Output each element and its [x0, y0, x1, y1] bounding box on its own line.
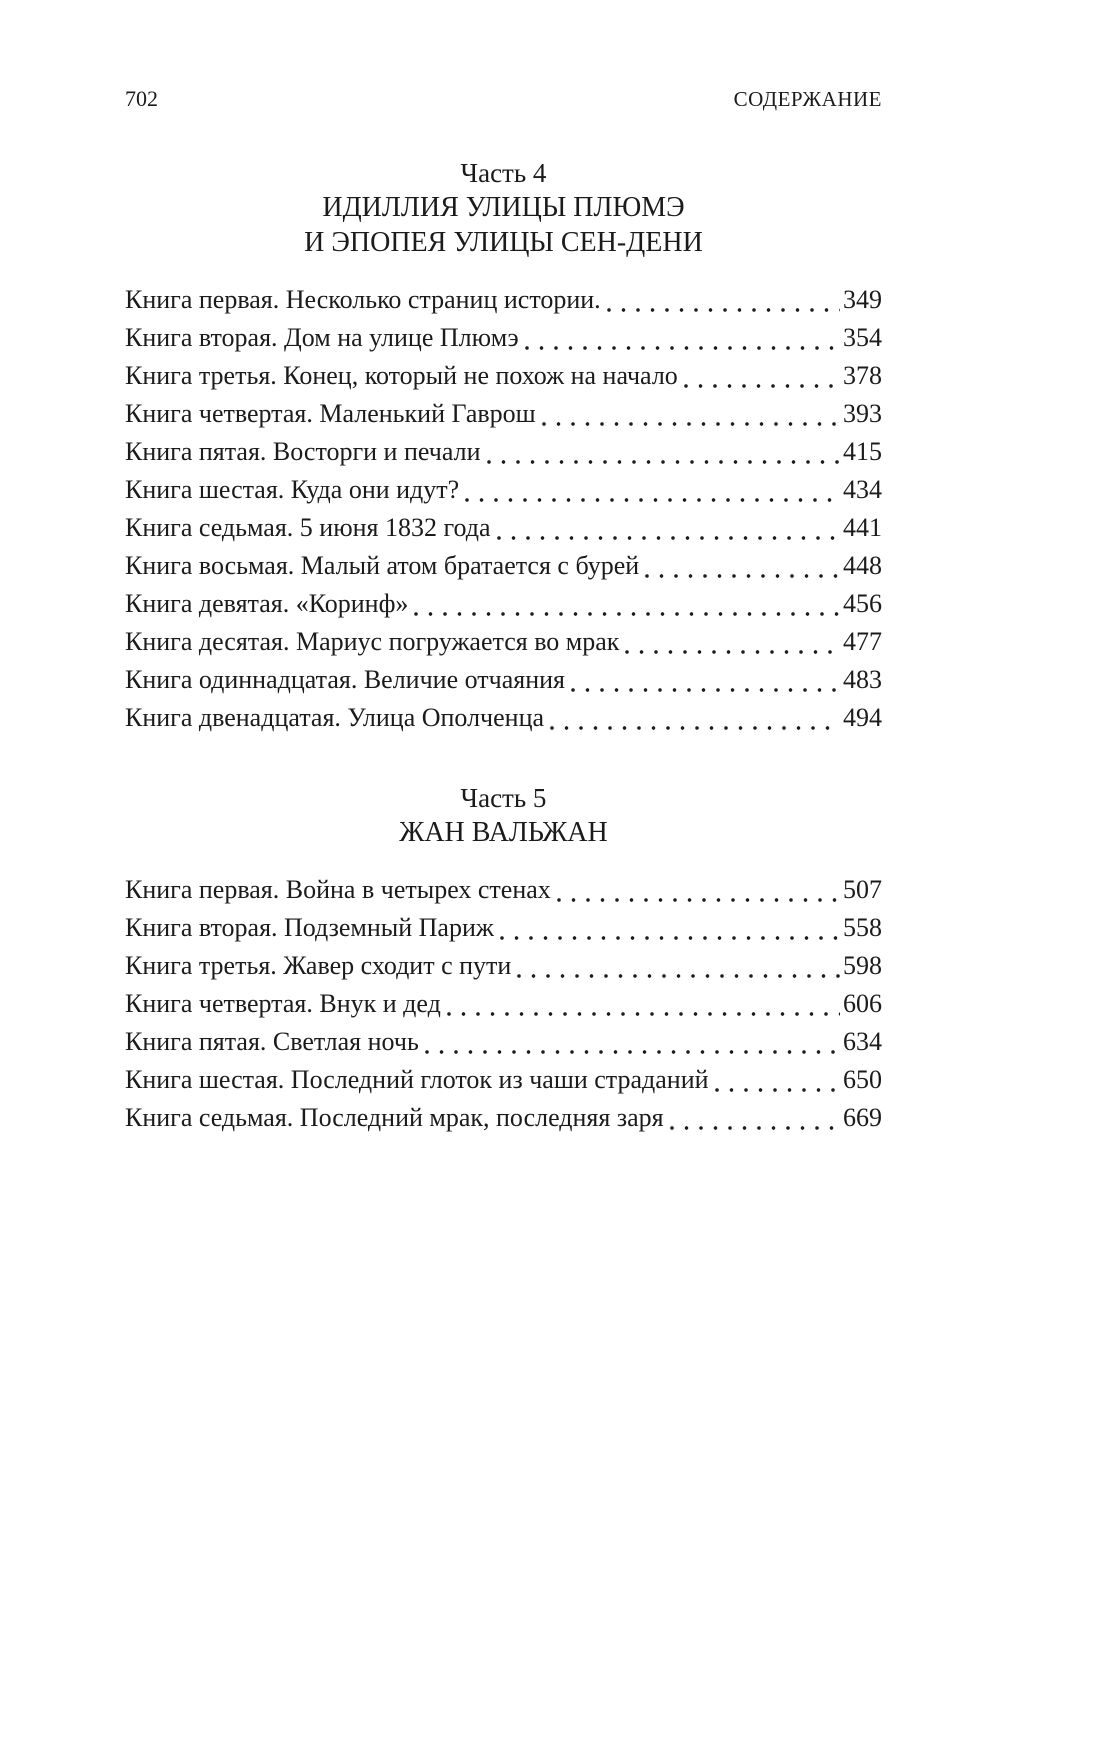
entry-page-number: 354 [843, 323, 882, 352]
part-label: Часть 5 [460, 783, 547, 813]
dot-leader [414, 612, 840, 616]
toc-entry [125, 433, 882, 471]
entry-title: Книга двенадцатая. Улица Ополченца [125, 703, 545, 732]
dot-leader [465, 498, 840, 502]
toc-entry [125, 395, 882, 433]
dot-leader [517, 974, 840, 978]
dot-leader [550, 726, 840, 730]
entry-title: Книга пятая. Восторги и печали [125, 437, 481, 466]
entry-title: Книга четвертая. Маленький Гаврош [125, 399, 536, 428]
toc-entry [125, 509, 882, 547]
dot-leader [607, 308, 840, 312]
dot-leader [500, 936, 840, 940]
dot-leader [715, 1088, 840, 1092]
entry-title: Книга вторая. Дом на улице Плюмэ [125, 323, 519, 352]
dot-leader [447, 1012, 840, 1016]
entry-page-number: 378 [843, 361, 882, 390]
entry-page-number: 483 [843, 665, 882, 694]
entry-page-number: 393 [843, 399, 882, 428]
part-heading [125, 781, 882, 850]
toc-entry [125, 1099, 882, 1137]
toc-entry [125, 947, 882, 985]
toc-entry [125, 871, 882, 909]
entry-title: Книга третья. Жавер сходит с пути [125, 951, 512, 980]
toc-entry [125, 585, 882, 623]
toc-entry [125, 1023, 882, 1061]
dot-leader [684, 384, 840, 388]
toc-entry [125, 1061, 882, 1099]
toc-sections [125, 156, 882, 1137]
entry-page-number: 634 [843, 1027, 882, 1056]
entry-page-number: 598 [843, 951, 882, 980]
page-content [125, 0, 882, 1137]
dot-leader [571, 688, 840, 692]
toc-entry [125, 623, 882, 661]
entry-title: Книга третья. Конец, который не похож на начало [125, 361, 678, 390]
part-title [125, 815, 882, 850]
entry-page-number: 558 [843, 913, 882, 942]
toc-entry [125, 661, 882, 699]
running-head-page-number: 702 [125, 86, 158, 111]
entry-page-number: 349 [843, 285, 882, 314]
dot-leader [645, 574, 840, 578]
toc-entry [125, 281, 882, 319]
part-title-line: ИДИЛЛИЯ УЛИЦЫ ПЛЮМЭ [322, 192, 685, 223]
entry-page-number: 477 [843, 627, 882, 656]
entry-title: Книга шестая. Куда они идут? [125, 475, 460, 504]
entry-title: Книга четвертая. Внук и дед [125, 989, 441, 1018]
toc-section [125, 781, 882, 1137]
entry-page-number: 507 [843, 875, 882, 904]
entry-title: Книга седьмая. 5 июня 1832 года [125, 513, 491, 542]
dot-leader [497, 536, 840, 540]
entry-title: Книга девятая. «Коринф» [125, 589, 409, 618]
part-title-line: ЖАН ВАЛЬЖАН [399, 817, 608, 848]
entry-page-number: 606 [843, 989, 882, 1018]
entry-title: Книга седьмая. Последний мрак, последняя заря [125, 1103, 664, 1132]
dot-leader [670, 1126, 840, 1130]
dot-leader [557, 898, 840, 902]
dot-leader [542, 422, 840, 426]
toc-list [125, 871, 882, 1137]
toc-entry [125, 909, 882, 947]
entry-page-number: 494 [843, 703, 882, 732]
entry-title: Книга одиннадцатая. Величие отчаяния [125, 665, 566, 694]
running-head-title: СОДЕРЖАНИЕ [733, 87, 882, 111]
running-head [125, 0, 882, 112]
entry-page-number: 650 [843, 1065, 882, 1094]
toc-entry [125, 319, 882, 357]
entry-page-number: 456 [843, 589, 882, 618]
entry-title: Книга первая. Несколько страниц истории. [125, 285, 601, 314]
entry-title: Книга вторая. Подземный Париж [125, 913, 494, 942]
toc-entry [125, 547, 882, 585]
entry-page-number: 434 [843, 475, 882, 504]
entry-title: Книга десятая. Мариус погружается во мрак [125, 627, 620, 656]
toc-entry [125, 699, 882, 737]
dot-leader [487, 460, 840, 464]
entry-page-number: 441 [843, 513, 882, 542]
entry-title: Книга пятая. Светлая ночь [125, 1027, 419, 1056]
entry-page-number: 415 [843, 437, 882, 466]
part-heading [125, 156, 882, 260]
toc-section [125, 156, 882, 737]
entry-page-number: 669 [843, 1103, 882, 1132]
toc-entry [125, 471, 882, 509]
toc-list [125, 281, 882, 737]
entry-page-number: 448 [843, 551, 882, 580]
dot-leader [425, 1050, 840, 1054]
toc-entry [125, 985, 882, 1023]
entry-title: Книга шестая. Последний глоток из чаши страданий [125, 1065, 709, 1094]
dot-leader [525, 346, 840, 350]
toc-entry [125, 357, 882, 395]
part-label: Часть 4 [460, 158, 547, 188]
dot-leader [625, 650, 840, 654]
part-title-line: И ЭПОПЕЯ УЛИЦЫ СЕН-ДЕНИ [304, 227, 703, 258]
entry-title: Книга восьмая. Малый атом братается с бурей [125, 551, 640, 580]
entry-title: Книга первая. Война в четырех стенах [125, 875, 551, 904]
part-title [125, 190, 882, 260]
